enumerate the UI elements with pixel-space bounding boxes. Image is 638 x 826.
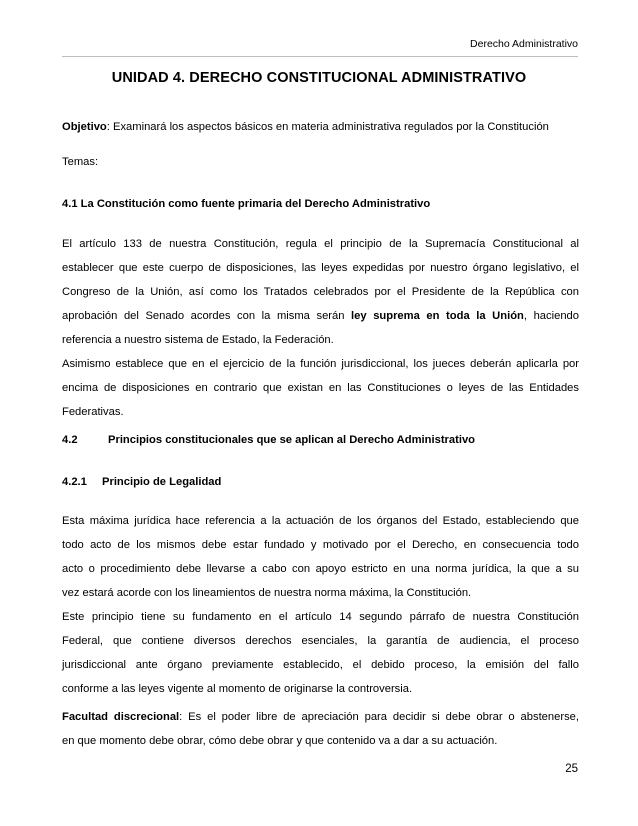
header-rule [62, 56, 578, 57]
paragraph-line: Esta máxima jurídica hace referencia a la actuación de los órganos del Estado, estableciendo que [62, 515, 579, 527]
paragraph-jurisdiction [62, 352, 579, 424]
objective-label: Objetivo [62, 121, 107, 133]
paragraph-line: El artículo 133 de nuestra Constitución, regula el principio de la Supremacía Constitucional al [62, 238, 579, 250]
section-4-2 [62, 428, 579, 452]
paragraph-line: todo acto de los mismos debe estar fundado y motivado por el Derecho, en consecuencia todo [62, 539, 579, 551]
section-4-2-1-heading: Principio de Legalidad [102, 476, 222, 488]
paragraph-line: Este principio tiene su fundamento en el artículo 14 segundo párrafo de nuestra Constitución [62, 611, 579, 623]
section-4-1-heading: 4.1 La Constitución como fuente primaria del Derecho Administrativo [62, 198, 431, 210]
paragraph-line: Federativas. [62, 406, 124, 418]
topics-label-block [62, 150, 579, 174]
paragraph-line: en que momento debe obrar, cómo debe obrar y que contenido va a dar a su actuación. [62, 735, 498, 747]
emphasis-supreme-law: ley suprema en toda la Unión [351, 310, 524, 322]
topics-label: Temas: [62, 156, 99, 168]
section-number: 4.2.1 [62, 476, 87, 488]
unit-title: UNIDAD 4. DERECHO CONSTITUCIONAL ADMINISTRATIVO [111, 70, 527, 86]
objective-text: : Examinará los aspectos básicos en materia administrativa regulados por la Constitución [106, 121, 549, 133]
paragraph-line [62, 304, 579, 328]
term-discretionary-power: Facultad discrecional [62, 711, 180, 723]
paragraph-line: jurisdiccional ante órgano previamente establecido, el debido proceso, la emisión del fallo [62, 659, 579, 671]
paragraph-line: Federal, que contiene diversos derechos esenciales, la garantía de audiencia, el proceso [62, 635, 579, 647]
paragraph-line: acto o procedimiento debe llevarse a cabo con apoyo estricto en una norma jurídica, la que a su [62, 563, 579, 575]
section-4-2-1-heading-line [62, 470, 579, 494]
section-4-2-heading-line [62, 428, 579, 452]
paragraph-line: establecer que este cuerpo de disposiciones, las leyes expedidas por nuestro órgano legislativo, el [62, 262, 579, 274]
running-header: Derecho Administrativo [470, 38, 578, 50]
paragraph-line [62, 705, 579, 729]
paragraph-line: Congreso de la Unión, así como los Tratados celebrados por el Presidente de la República con [62, 286, 579, 298]
paragraph-fragment: : Es el poder libre de apreciación para decidir si debe obrar o abstenerse, [179, 711, 579, 723]
section-4-1 [62, 192, 579, 216]
paragraph-line: encima de disposiciones en contrario que existan en las Constituciones o leyes de las Entidades [62, 382, 579, 394]
paragraph-fragment: aprobación del Senado acordes con la misma serán [62, 310, 352, 322]
paragraph-discretion [62, 705, 579, 753]
paragraph-legality [62, 509, 579, 605]
section-4-2-1 [62, 470, 579, 494]
paragraph-article-133 [62, 232, 579, 352]
paragraph-fragment: , haciendo [523, 310, 579, 322]
objective-paragraph [62, 115, 579, 139]
paragraph-line: vez estará acorde con los lineamientos de nuestra norma máxima, la Constitución. [62, 587, 472, 599]
section-number: 4.2 [62, 434, 78, 446]
paragraph-line: referencia a nuestro sistema de Estado, la Federación. [62, 334, 334, 346]
section-4-2-heading: Principios constitucionales que se aplican al Derecho Administrativo [108, 434, 476, 446]
paragraph-line: Asimismo establece que en el ejercicio de la función jurisdiccional, los jueces deberán aplicarla por [62, 358, 579, 370]
paragraph-article-14 [62, 605, 579, 701]
paragraph-line: conforme a las leyes vigente al momento de originarse la controversia. [62, 683, 413, 695]
page-number: 25 [565, 763, 578, 775]
